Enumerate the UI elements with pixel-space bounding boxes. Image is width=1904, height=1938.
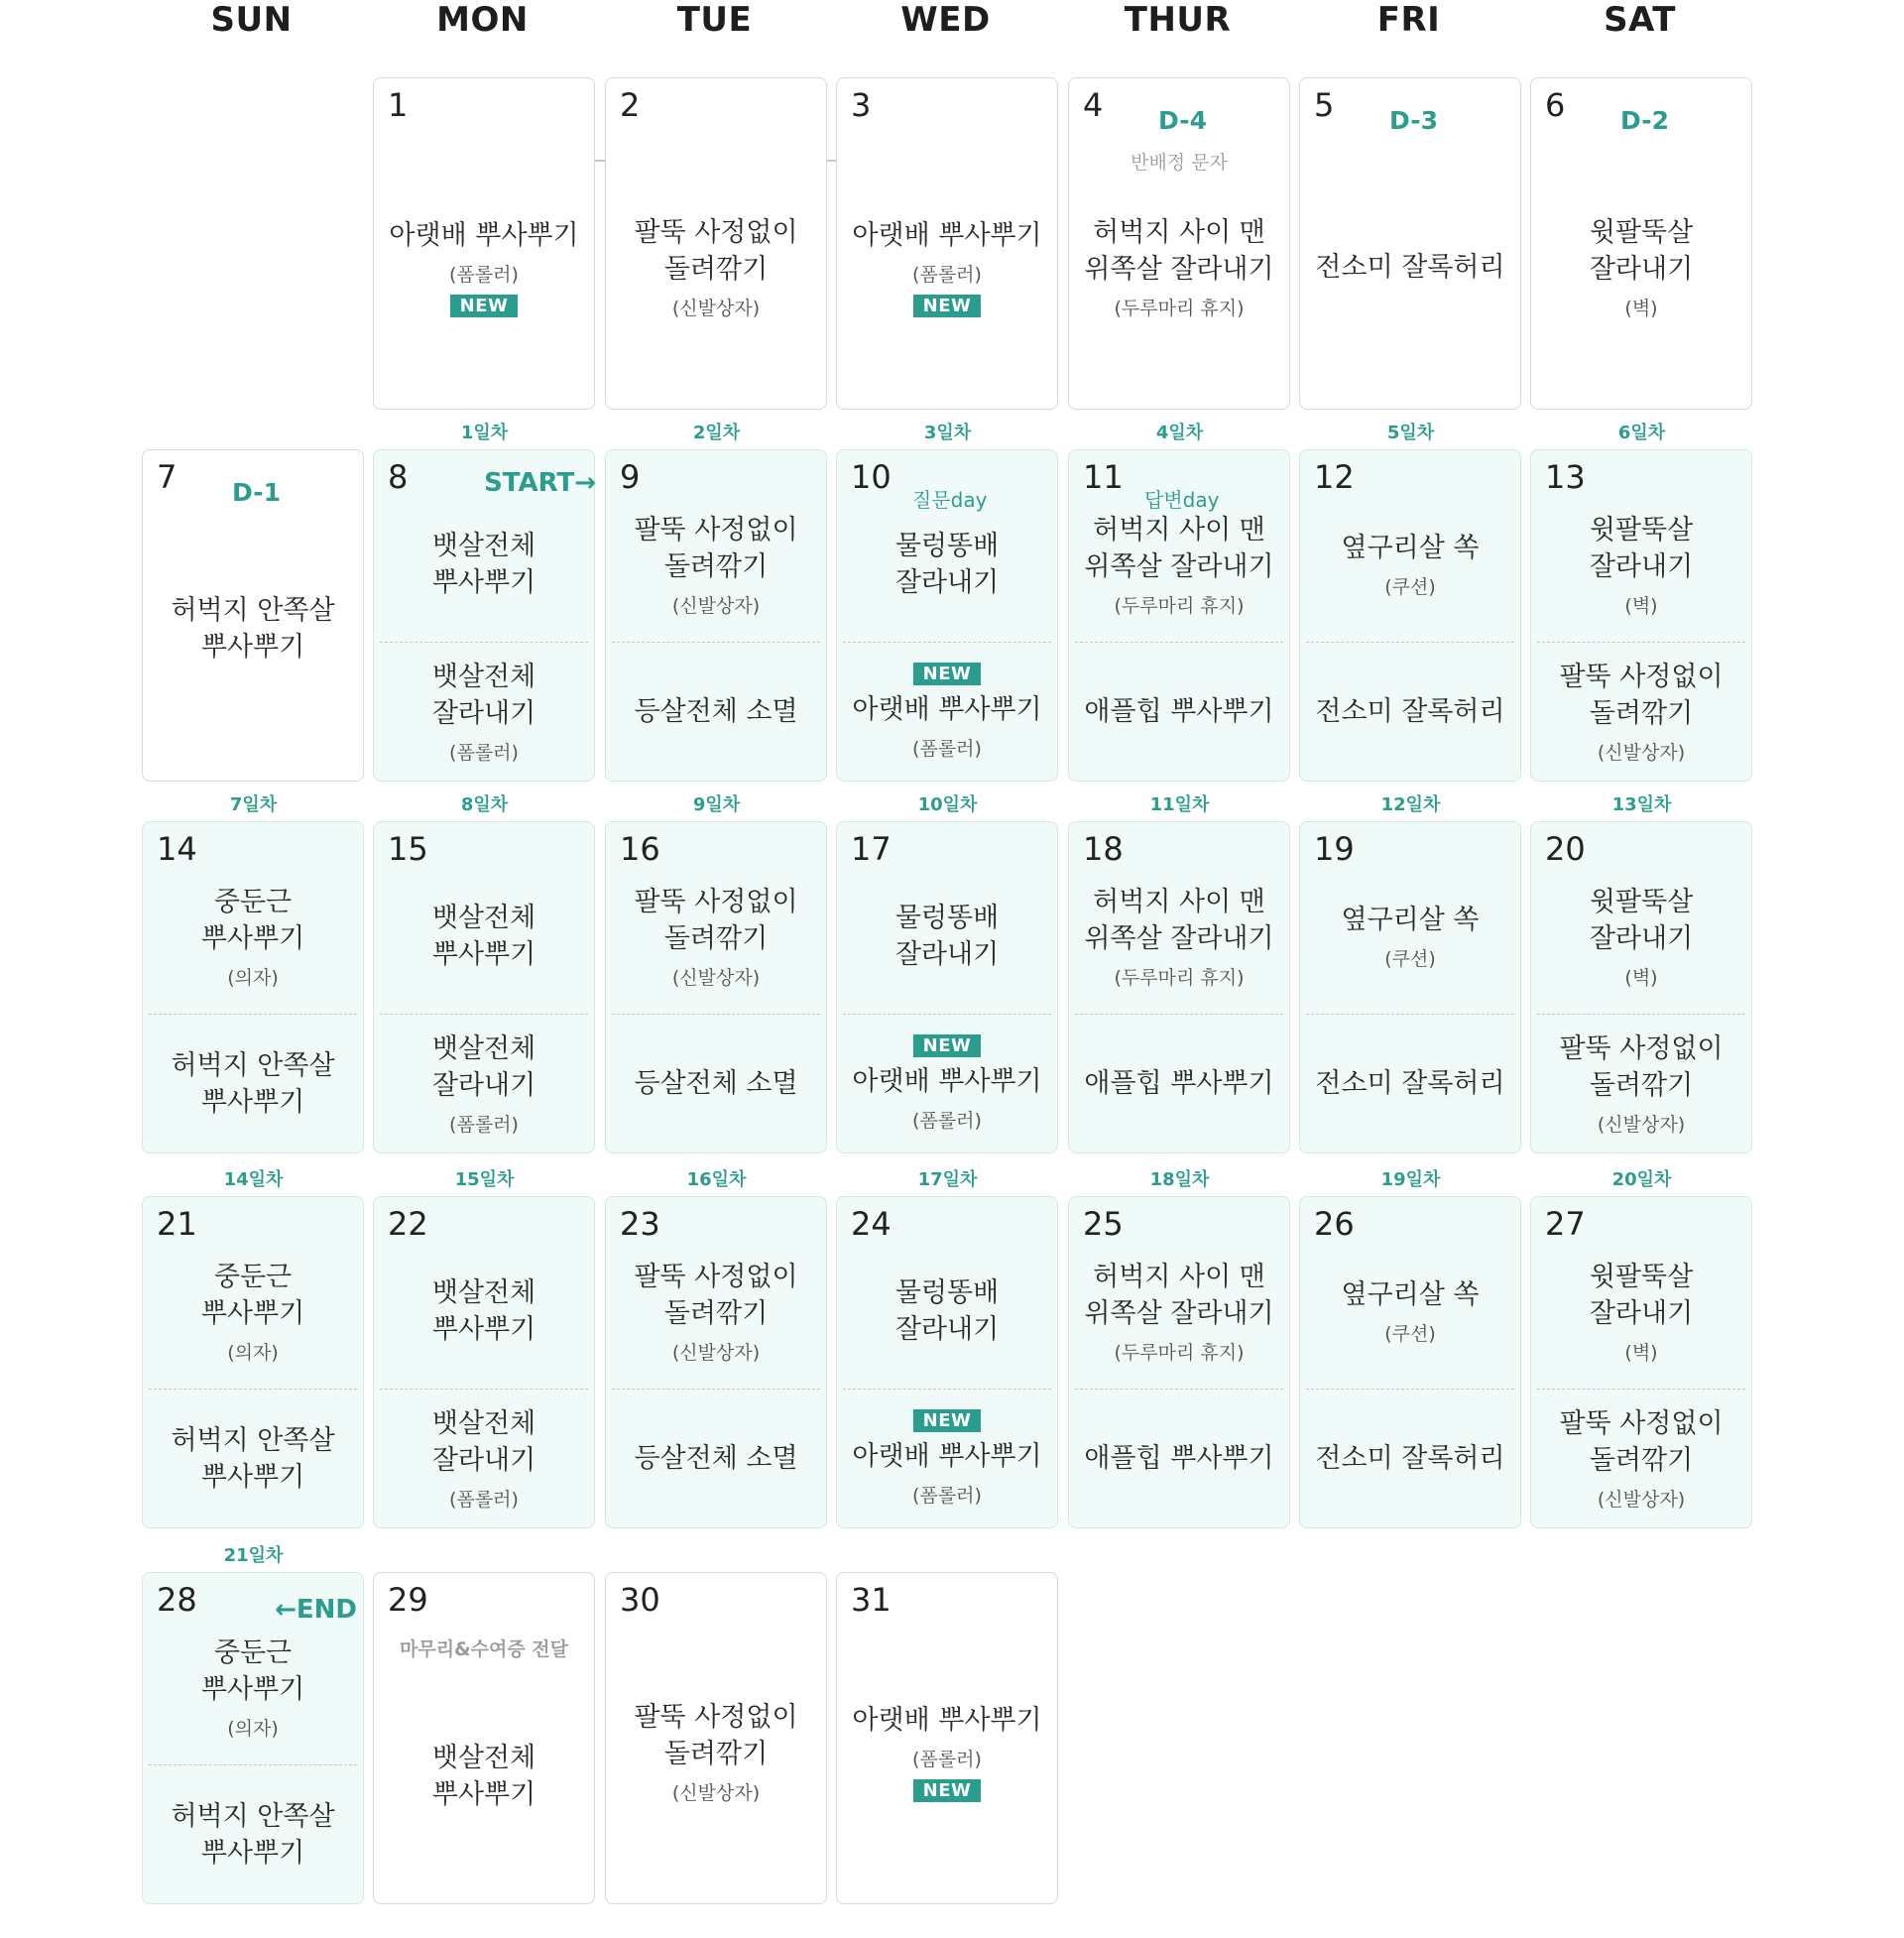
day-cell-2[interactable] [605, 77, 827, 410]
day-number: 7 [157, 458, 178, 496]
event-title: 윗팔뚝살 잘라내기 [1589, 216, 1694, 285]
schedule-event [1300, 249, 1520, 286]
schedule-event [374, 217, 594, 317]
day-cell-25[interactable] [1068, 1196, 1290, 1528]
weekday-sat: SAT [1604, 0, 1676, 40]
new-badge: NEW [913, 1034, 982, 1057]
day-tag: D-2 [1620, 106, 1669, 135]
schedule-event [143, 1422, 363, 1496]
event-divider [612, 642, 820, 643]
event-divider [1537, 1389, 1745, 1390]
program-day-label: 6일차 [1617, 423, 1666, 443]
day-number: 14 [157, 830, 197, 868]
program-day-label: 19일차 [1380, 1169, 1441, 1190]
day-number: 31 [851, 1581, 892, 1619]
program-day-label: 21일차 [223, 1545, 284, 1566]
event-title: 애플힙 뿌사뿌기 [1084, 1443, 1274, 1474]
event-title: 전소미 잘록허리 [1315, 696, 1505, 727]
program-day-label: 1일차 [460, 423, 509, 443]
schedule-event [374, 900, 594, 973]
program-day-label: 2일차 [692, 423, 741, 443]
event-equipment-note: (폼롤러) [912, 1110, 982, 1132]
day-cell-6[interactable] [1530, 77, 1752, 410]
new-badge-wrap [837, 287, 1057, 317]
schedule-event [374, 1405, 594, 1512]
event-equipment-note: (신발상자) [671, 1341, 761, 1364]
event-equipment-note: (신발상자) [1597, 1114, 1686, 1136]
event-title: 허벅지 사이 맨 위쪽살 잘라내기 [1084, 886, 1274, 954]
day-cell-15[interactable] [373, 821, 595, 1153]
event-divider [149, 1389, 357, 1390]
day-tag: D-4 [1158, 106, 1207, 135]
day-cell-17[interactable] [836, 821, 1058, 1153]
schedule-event [606, 884, 826, 990]
schedule-event [1300, 1065, 1520, 1102]
start-marker: START→ [484, 468, 596, 498]
schedule-event [837, 217, 1057, 317]
schedule-event [1531, 1405, 1751, 1512]
event-title: 애플힙 뿌사뿌기 [1084, 1068, 1274, 1099]
event-title: 허벅지 사이 맨 위쪽살 잘라내기 [1084, 514, 1274, 582]
event-divider [149, 1014, 357, 1015]
event-equipment-note: (폼롤러) [449, 742, 519, 764]
day-cell-4[interactable] [1068, 77, 1290, 410]
new-badge-wrap [837, 663, 1057, 685]
schedule-event [606, 1259, 826, 1365]
day-cell-30[interactable] [605, 1572, 827, 1904]
day-tag: 답변day [1144, 488, 1220, 512]
event-equipment-note: (쿠션) [1384, 948, 1436, 970]
day-number: 3 [851, 86, 872, 124]
day-number: 27 [1545, 1205, 1586, 1243]
day-cell-23[interactable] [605, 1196, 827, 1528]
schedule-event [1069, 693, 1289, 730]
day-number: 13 [1545, 458, 1586, 496]
day-number: 10 [851, 458, 892, 496]
schedule-event [1300, 1276, 1520, 1346]
day-number: 30 [620, 1581, 660, 1619]
event-title: 옆구리살 쏙 [1341, 533, 1480, 563]
event-divider [843, 1014, 1051, 1015]
program-day-label: 16일차 [686, 1169, 747, 1190]
event-divider [1075, 1014, 1283, 1015]
event-title: 아랫배 뿌사뿌기 [852, 694, 1042, 725]
day-cell-14[interactable] [142, 821, 364, 1153]
program-day-label: 8일차 [460, 794, 509, 815]
event-title: 팔뚝 사정없이 돌려깎기 [634, 1261, 798, 1329]
schedule-event [1531, 1259, 1751, 1365]
event-divider [1306, 1389, 1514, 1390]
schedule-event [837, 1034, 1057, 1133]
event-title: 허벅지 사이 맨 위쪽살 잘라내기 [1084, 216, 1274, 285]
event-equipment-note: (폼롤러) [912, 738, 982, 760]
event-equipment-note: (신발상자) [671, 594, 761, 617]
event-title: 팔뚝 사정없이 돌려깎기 [634, 886, 798, 954]
event-equipment-note: (벽) [1624, 1341, 1658, 1364]
event-title: 팔뚝 사정없이 돌려깎기 [1559, 1408, 1724, 1476]
schedule-event [837, 900, 1057, 973]
schedule-event [606, 214, 826, 320]
event-title: 뱃살전체 뿌사뿌기 [431, 1277, 536, 1345]
event-title: 아랫배 뿌사뿌기 [852, 1441, 1042, 1472]
event-title: 등살전체 소멸 [634, 1443, 798, 1474]
event-equipment-note: (폼롤러) [449, 1489, 519, 1511]
day-cell-9[interactable] [605, 449, 827, 782]
schedule-event [837, 663, 1057, 761]
event-equipment-note: (벽) [1624, 594, 1658, 617]
event-equipment-note: (의자) [227, 966, 279, 989]
event-title: 등살전체 소멸 [634, 696, 798, 727]
program-day-label: 5일차 [1386, 423, 1435, 443]
event-equipment-note: (두루마리 휴지) [1114, 1341, 1245, 1364]
event-title: 윗팔뚝살 잘라내기 [1589, 1261, 1694, 1329]
new-badge: NEW [913, 1409, 982, 1432]
event-equipment-note: (쿠션) [1384, 576, 1436, 598]
event-title: 윗팔뚝살 잘라내기 [1589, 514, 1694, 582]
day-number: 21 [157, 1205, 197, 1243]
program-day-label: 17일차 [917, 1169, 978, 1190]
day-number: 12 [1314, 458, 1355, 496]
day-number: 5 [1314, 86, 1335, 124]
event-title: 허벅지 안쪽살 뿌사뿌기 [171, 1049, 335, 1118]
program-day-label: 20일차 [1611, 1169, 1672, 1190]
event-title: 물렁똥배 잘라내기 [894, 531, 1000, 598]
event-equipment-note: (의자) [227, 1341, 279, 1364]
day-cell-19[interactable] [1299, 821, 1521, 1153]
event-equipment-note: (신발상자) [1597, 1489, 1686, 1511]
day-number: 15 [388, 830, 428, 868]
event-equipment-note: (폼롤러) [912, 263, 982, 286]
event-divider [1306, 642, 1514, 643]
day-cell-22[interactable] [373, 1196, 595, 1528]
schedule-event [374, 528, 594, 601]
day-cell-28[interactable] [142, 1572, 364, 1904]
weekday-wed: WED [900, 0, 991, 40]
event-divider [380, 1389, 588, 1390]
program-day-label: 10일차 [917, 794, 978, 815]
event-divider [149, 1764, 357, 1765]
event-equipment-note: (신발상자) [671, 1781, 761, 1804]
schedule-event [1300, 902, 1520, 971]
schedule-event [374, 1274, 594, 1348]
event-title: 허벅지 안쪽살 뿌사뿌기 [171, 1424, 335, 1493]
event-divider [380, 1014, 588, 1015]
schedule-event [837, 528, 1057, 601]
schedule-event [606, 1699, 826, 1805]
day-number: 9 [620, 458, 641, 496]
event-title: 팔뚝 사정없이 돌려깎기 [634, 514, 798, 582]
event-equipment-note: (두루마리 휴지) [1114, 297, 1245, 319]
weekday-fri: FRI [1376, 0, 1441, 40]
event-title: 뱃살전체 잘라내기 [431, 662, 536, 729]
day-cell-16[interactable] [605, 821, 827, 1153]
schedule-event [143, 1259, 363, 1365]
day-cell-29[interactable] [373, 1572, 595, 1904]
event-divider [1075, 1389, 1283, 1390]
day-cell-21[interactable] [142, 1196, 364, 1528]
weekday-tue: TUE [676, 0, 753, 40]
program-day-label: 14일차 [223, 1169, 284, 1190]
schedule-event [1069, 214, 1289, 320]
new-badge-wrap [837, 1409, 1057, 1432]
schedule-event [1069, 1259, 1289, 1365]
event-title: 애플힙 뿌사뿌기 [1084, 696, 1274, 727]
day-number: 23 [620, 1205, 660, 1243]
day-number: 25 [1083, 1205, 1124, 1243]
day-cell-1[interactable] [373, 77, 595, 410]
schedule-event [374, 659, 594, 765]
schedule-event [374, 1740, 594, 1813]
day-cell-12[interactable] [1299, 449, 1521, 782]
day-cell-7[interactable] [142, 449, 364, 782]
event-title: 허벅지 사이 맨 위쪽살 잘라내기 [1084, 1261, 1274, 1329]
day-number: 4 [1083, 86, 1104, 124]
new-badge-wrap [374, 287, 594, 317]
event-title: 아랫배 뿌사뿌기 [852, 1066, 1042, 1097]
event-equipment-note: (의자) [227, 1717, 279, 1740]
day-cell-31[interactable] [836, 1572, 1058, 1904]
event-title: 뱃살전체 뿌사뿌기 [431, 531, 536, 598]
schedule-event [1300, 1440, 1520, 1477]
new-badge: NEW [913, 295, 982, 317]
schedule-event [143, 884, 363, 990]
event-divider [612, 1014, 820, 1015]
event-title: 물렁똥배 잘라내기 [894, 1277, 1000, 1345]
event-title: 등살전체 소멸 [634, 1068, 798, 1099]
event-divider [380, 642, 588, 643]
program-day-label: 12일차 [1380, 794, 1441, 815]
schedule-event [1531, 214, 1751, 320]
schedule-event [1531, 512, 1751, 618]
event-title: 중둔근 뿌사뿌기 [200, 1261, 305, 1329]
event-divider [843, 1389, 1051, 1390]
day-cell-27[interactable] [1530, 1196, 1752, 1528]
schedule-event [143, 592, 363, 666]
schedule-event [837, 1409, 1057, 1508]
weekday-thur: THUR [1124, 0, 1232, 40]
event-divider [1075, 642, 1283, 643]
event-title: 윗팔뚝살 잘라내기 [1589, 886, 1694, 954]
event-title: 허벅지 안쪽살 뿌사뿌기 [171, 595, 335, 663]
day-number: 16 [620, 830, 660, 868]
event-title: 물렁똥배 잘라내기 [894, 903, 1000, 970]
day-number: 17 [851, 830, 892, 868]
day-number: 18 [1083, 830, 1124, 868]
schedule-event [1300, 693, 1520, 730]
program-day-label: 3일차 [923, 423, 972, 443]
day-cell-18[interactable] [1068, 821, 1290, 1153]
schedule-event [606, 693, 826, 730]
day-number: 11 [1083, 458, 1124, 496]
day-cell-5[interactable] [1299, 77, 1521, 410]
schedule-event [1531, 884, 1751, 990]
event-title: 전소미 잘록허리 [1315, 1443, 1505, 1474]
program-day-label: 11일차 [1149, 794, 1210, 815]
day-cell-20[interactable] [1530, 821, 1752, 1153]
weekday-sun: SUN [210, 0, 293, 40]
schedule-event [606, 512, 826, 618]
schedule-event [143, 1798, 363, 1872]
day-number: 2 [620, 86, 641, 124]
program-day-label: 18일차 [1149, 1169, 1210, 1190]
schedule-event [143, 1047, 363, 1121]
event-equipment-note: (신발상자) [1597, 742, 1686, 764]
new-badge-wrap [837, 1771, 1057, 1802]
schedule-event [1069, 1065, 1289, 1102]
end-marker: ←END [275, 1595, 357, 1625]
weekday-mon: MON [436, 0, 529, 40]
schedule-event [1300, 530, 1520, 599]
day-cell-24[interactable] [836, 1196, 1058, 1528]
day-cell-10[interactable] [836, 449, 1058, 782]
schedule-event [606, 1065, 826, 1102]
program-day-label: 4일차 [1155, 423, 1204, 443]
event-title: 전소미 잘록허리 [1315, 251, 1505, 283]
program-day-label: 13일차 [1611, 794, 1672, 815]
event-title: 뱃살전체 잘라내기 [431, 1408, 536, 1476]
day-cell-8[interactable] [373, 449, 595, 782]
new-badge: NEW [913, 663, 982, 685]
event-equipment-note: (폼롤러) [912, 1748, 982, 1770]
event-equipment-note: (폼롤러) [912, 1485, 982, 1507]
day-cell-26[interactable] [1299, 1196, 1521, 1528]
event-title: 팔뚝 사정없이 돌려깎기 [1559, 1033, 1724, 1101]
schedule-event [1069, 512, 1289, 618]
event-title: 중둔근 뿌사뿌기 [200, 1636, 305, 1705]
day-cell-13[interactable] [1530, 449, 1752, 782]
day-cell-11[interactable] [1068, 449, 1290, 782]
day-subtitle: 마무리&수여증 전달 [399, 1638, 569, 1660]
event-title: 팔뚝 사정없이 돌려깎기 [634, 216, 798, 285]
event-equipment-note: (신발상자) [671, 966, 761, 989]
new-badge-wrap [837, 1034, 1057, 1057]
program-day-label: 15일차 [454, 1169, 515, 1190]
event-title: 전소미 잘록허리 [1315, 1068, 1505, 1099]
event-title: 중둔근 뿌사뿌기 [200, 886, 305, 954]
schedule-event [1531, 1030, 1751, 1137]
program-day-label: 7일차 [229, 794, 278, 815]
schedule-event [1069, 884, 1289, 990]
event-equipment-note: (쿠션) [1384, 1323, 1436, 1345]
new-badge: NEW [913, 1779, 982, 1802]
event-title: 팔뚝 사정없이 돌려깎기 [634, 1701, 798, 1769]
program-day-label: 9일차 [692, 794, 741, 815]
day-number: 1 [388, 86, 409, 124]
day-tag: D-1 [232, 478, 281, 507]
event-divider [1306, 1014, 1514, 1015]
day-tag: D-3 [1389, 106, 1438, 135]
event-divider [843, 642, 1051, 643]
schedule-event [837, 1274, 1057, 1348]
event-divider [1537, 1014, 1745, 1015]
event-equipment-note: (벽) [1624, 297, 1658, 319]
day-number: 28 [157, 1581, 197, 1619]
day-number: 22 [388, 1205, 428, 1243]
event-title: 아랫배 뿌사뿌기 [852, 219, 1042, 251]
schedule-event [837, 1702, 1057, 1802]
event-title: 옆구리살 쏙 [1341, 905, 1480, 935]
event-title: 뱃살전체 뿌사뿌기 [431, 1743, 536, 1810]
event-title: 뱃살전체 뿌사뿌기 [431, 903, 536, 970]
event-title: 허벅지 안쪽살 뿌사뿌기 [171, 1800, 335, 1869]
event-equipment-note: (신발상자) [671, 297, 761, 319]
day-number: 19 [1314, 830, 1355, 868]
day-subtitle: 반배정 문자 [1130, 152, 1228, 174]
event-title: 팔뚝 사정없이 돌려깎기 [1559, 662, 1724, 729]
schedule-event [143, 1635, 363, 1741]
event-equipment-note: (두루마리 휴지) [1114, 594, 1245, 617]
event-title: 아랫배 뿌사뿌기 [389, 219, 579, 251]
event-equipment-note: (두루마리 휴지) [1114, 966, 1245, 989]
event-title: 아랫배 뿌사뿌기 [852, 1704, 1042, 1736]
schedule-event [1531, 659, 1751, 765]
event-title: 뱃살전체 잘라내기 [431, 1033, 536, 1101]
new-badge: NEW [450, 295, 519, 317]
day-number: 20 [1545, 830, 1586, 868]
day-number: 6 [1545, 86, 1566, 124]
event-divider [1537, 642, 1745, 643]
day-number: 29 [388, 1581, 428, 1619]
day-number: 24 [851, 1205, 892, 1243]
event-equipment-note: (벽) [1624, 966, 1658, 989]
day-tag: 질문day [912, 488, 988, 512]
event-divider [612, 1389, 820, 1390]
event-title: 옆구리살 쏙 [1341, 1279, 1480, 1310]
day-number: 26 [1314, 1205, 1355, 1243]
schedule-event [374, 1030, 594, 1137]
event-equipment-note: (폼롤러) [449, 1114, 519, 1136]
day-number: 8 [388, 458, 409, 496]
day-cell-3[interactable] [836, 77, 1058, 410]
event-equipment-note: (폼롤러) [449, 263, 519, 286]
schedule-event [606, 1440, 826, 1477]
schedule-event [1069, 1440, 1289, 1477]
